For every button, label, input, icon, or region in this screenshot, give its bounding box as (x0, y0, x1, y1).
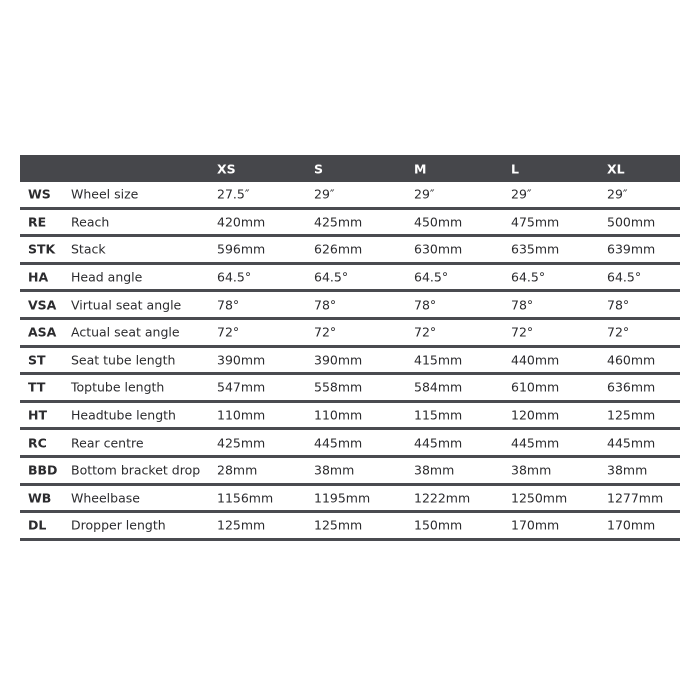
value-xl: 639mm (607, 241, 656, 257)
value-xl: 1277mm (607, 490, 664, 506)
value-m: 584mm (414, 379, 463, 395)
row-label: Dropper length (71, 517, 166, 533)
value-xl: 636mm (607, 379, 656, 395)
value-l: 635mm (511, 241, 560, 257)
value-m: 150mm (414, 517, 463, 533)
value-xl: 170mm (607, 517, 656, 533)
value-s: 29″ (314, 186, 335, 202)
value-xl: 500mm (607, 214, 656, 230)
table-header (20, 155, 680, 182)
row-label: Seat tube length (71, 352, 176, 368)
value-xl: 29″ (607, 186, 628, 202)
table-row (20, 430, 680, 458)
value-xl: 78° (607, 297, 630, 313)
size-header-xs: XS (217, 161, 236, 176)
table-row (20, 237, 680, 265)
row-label: Wheelbase (71, 490, 140, 506)
row-label: Stack (71, 241, 106, 257)
value-xs: 390mm (217, 352, 266, 368)
value-s: 558mm (314, 379, 363, 395)
value-m: 415mm (414, 352, 463, 368)
value-m: 38mm (414, 462, 455, 478)
table-row (20, 182, 680, 210)
value-m: 445mm (414, 435, 463, 451)
value-s: 125mm (314, 517, 363, 533)
table-row (20, 403, 680, 431)
row-label: Bottom bracket drop (71, 462, 201, 478)
row-code: HA (28, 269, 49, 285)
value-l: 445mm (511, 435, 560, 451)
value-l: 64.5° (511, 269, 546, 285)
value-xs: 27.5″ (217, 186, 250, 202)
row-label: Rear centre (71, 435, 144, 451)
size-header-m: M (414, 161, 427, 176)
value-xs: 547mm (217, 379, 266, 395)
value-xs: 596mm (217, 241, 266, 257)
value-m: 1222mm (414, 490, 471, 506)
table-body (20, 182, 680, 541)
value-xs: 125mm (217, 517, 266, 533)
row-label: Virtual seat angle (71, 297, 182, 313)
size-header-s: S (314, 161, 324, 176)
row-label: Headtube length (71, 407, 176, 423)
row-code: WS (28, 186, 51, 202)
row-label: Head angle (71, 269, 143, 285)
value-s: 1195mm (314, 490, 371, 506)
table-row (20, 375, 680, 403)
row-label: Reach (71, 214, 110, 230)
value-l: 1250mm (511, 490, 568, 506)
value-l: 475mm (511, 214, 560, 230)
value-m: 64.5° (414, 269, 449, 285)
row-code: VSA (28, 297, 57, 313)
row-code: ST (28, 352, 46, 368)
row-code: STK (28, 241, 56, 257)
value-xs: 72° (217, 324, 240, 340)
value-s: 78° (314, 297, 337, 313)
value-xl: 445mm (607, 435, 656, 451)
value-s: 425mm (314, 214, 363, 230)
value-s: 38mm (314, 462, 355, 478)
table-row (20, 292, 680, 320)
value-l: 38mm (511, 462, 552, 478)
size-header-xl: XL (607, 161, 625, 176)
value-l: 120mm (511, 407, 560, 423)
value-m: 450mm (414, 214, 463, 230)
value-xs: 110mm (217, 407, 266, 423)
row-code: RE (28, 214, 47, 230)
value-m: 72° (414, 324, 437, 340)
value-m: 78° (414, 297, 437, 313)
value-s: 626mm (314, 241, 363, 257)
value-l: 29″ (511, 186, 532, 202)
table-row (20, 513, 680, 541)
value-s: 110mm (314, 407, 363, 423)
row-label: Wheel size (71, 186, 139, 202)
row-code: HT (28, 407, 47, 423)
value-xl: 460mm (607, 352, 656, 368)
value-xs: 1156mm (217, 490, 274, 506)
value-l: 610mm (511, 379, 560, 395)
table-row (20, 486, 680, 514)
value-xl: 125mm (607, 407, 656, 423)
value-xl: 38mm (607, 462, 648, 478)
value-xs: 425mm (217, 435, 266, 451)
value-s: 445mm (314, 435, 363, 451)
table-row (20, 265, 680, 293)
row-code: WB (28, 490, 52, 506)
row-code: TT (28, 379, 46, 395)
value-s: 72° (314, 324, 337, 340)
row-label: Toptube length (71, 379, 165, 395)
value-l: 72° (511, 324, 534, 340)
row-code: DL (28, 517, 47, 533)
value-m: 29″ (414, 186, 435, 202)
row-label: Actual seat angle (71, 324, 180, 340)
value-m: 630mm (414, 241, 463, 257)
value-xs: 420mm (217, 214, 266, 230)
value-xs: 78° (217, 297, 240, 313)
value-s: 64.5° (314, 269, 349, 285)
value-l: 78° (511, 297, 534, 313)
value-xl: 72° (607, 324, 630, 340)
value-s: 390mm (314, 352, 363, 368)
value-xs: 64.5° (217, 269, 252, 285)
table-row (20, 210, 680, 238)
value-l: 170mm (511, 517, 560, 533)
row-code: BBD (28, 462, 58, 478)
value-m: 115mm (414, 407, 463, 423)
row-code: RC (28, 435, 47, 451)
size-header-l: L (511, 161, 519, 176)
row-code: ASA (28, 324, 57, 340)
table-row (20, 348, 680, 376)
value-l: 440mm (511, 352, 560, 368)
value-xs: 28mm (217, 462, 258, 478)
geometry-table (20, 155, 680, 541)
table-row (20, 320, 680, 348)
value-xl: 64.5° (607, 269, 642, 285)
table-row (20, 458, 680, 486)
